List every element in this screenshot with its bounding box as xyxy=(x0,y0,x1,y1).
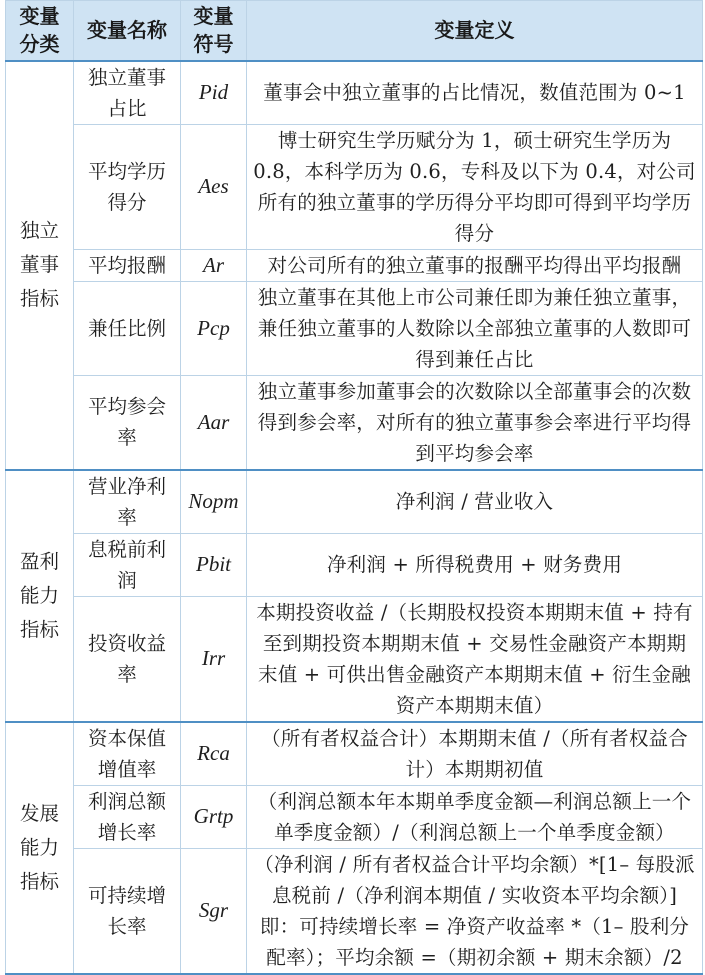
variable-definition: （利润总额本年本期单季度金额—利润总额上一个单季度金额）/（利润总额上一个单季度金额） xyxy=(247,785,703,848)
variable-definition: 本期投资收益 /（长期股权投资本期期末值 + 持有至到期投资本期期末值 + 交易性金融资产本期期末值 + 可供出售金融资产本期期末值 + 衍生金融资产本期期末值） xyxy=(247,596,703,722)
variable-name: 息税前利润 xyxy=(74,533,181,596)
table-row xyxy=(6,533,703,596)
variable-name: 营业净利率 xyxy=(74,470,181,534)
variable-name: 资本保值增值率 xyxy=(74,722,181,786)
table-row xyxy=(6,848,703,974)
variable-symbol: Nopm xyxy=(181,470,247,534)
header-symbol: 变量符号 xyxy=(181,1,247,61)
variable-symbol: Pbit xyxy=(181,533,247,596)
variable-symbol: Ar xyxy=(181,249,247,281)
table-row xyxy=(6,470,703,534)
variable-symbol: Pcp xyxy=(181,281,247,375)
variable-definition: 净利润 / 营业收入 xyxy=(247,470,703,534)
variable-definition-table xyxy=(5,0,703,975)
variable-name: 平均报酬 xyxy=(74,249,181,281)
variable-definition: （净利润 / 所有者权益合计平均余额）*[1– 每股派息税前 /（净利润本期值 / 实收资本平均余额）] 即：可持续增长率 = 净资产收益率 *（1– 股利分配率）；平均余额 =（期初余额 + 期末余额）/2 xyxy=(247,848,703,974)
variable-name: 独立董事占比 xyxy=(74,61,181,125)
variable-name: 可持续增长率 xyxy=(74,848,181,974)
table-row xyxy=(6,249,703,281)
variable-symbol: Sgr xyxy=(181,848,247,974)
table-row xyxy=(6,722,703,786)
variable-name: 投资收益率 xyxy=(74,596,181,722)
variable-symbol: Aar xyxy=(181,375,247,470)
table-header-row xyxy=(6,1,703,61)
variable-symbol: Pid xyxy=(181,61,247,125)
variable-definition: 独立董事参加董事会的次数除以全部董事会的次数得到参会率，对所有的独立董事参会率进行平均得到平均参会率 xyxy=(247,375,703,470)
variable-definition: 独立董事在其他上市公司兼任即为兼任独立董事，兼任独立董事的人数除以全部独立董事的人数即可得到兼任占比 xyxy=(247,281,703,375)
category-cell: 独立董事指标 xyxy=(6,61,74,470)
variable-name: 平均参会率 xyxy=(74,375,181,470)
table-row xyxy=(6,375,703,470)
variable-definition: 净利润 + 所得税费用 + 财务费用 xyxy=(247,533,703,596)
variable-symbol: Grtp xyxy=(181,785,247,848)
variable-definition: 博士研究生学历赋分为 1，硕士研究生学历为 0.8，本科学历为 0.6，专科及以下为 0.4，对公司所有的独立董事的学历得分平均即可得到平均学历得分 xyxy=(247,124,703,249)
category-cell: 盈利能力指标 xyxy=(6,470,74,722)
table-row xyxy=(6,596,703,722)
category-cell: 发展能力指标 xyxy=(6,722,74,974)
variable-name: 兼任比例 xyxy=(74,281,181,375)
variable-definition: （所有者权益合计）本期期末值 /（所有者权益合计）本期期初值 xyxy=(247,722,703,786)
variable-symbol: Aes xyxy=(181,124,247,249)
table-row xyxy=(6,124,703,249)
variable-definition: 董事会中独立董事的占比情况，数值范围为 0~1 xyxy=(247,61,703,125)
variable-definition: 对公司所有的独立董事的报酬平均得出平均报酬 xyxy=(247,249,703,281)
header-name: 变量名称 xyxy=(74,1,181,61)
header-category: 变量分类 xyxy=(6,1,74,61)
table-row xyxy=(6,785,703,848)
table-row xyxy=(6,61,703,125)
header-definition: 变量定义 xyxy=(247,1,703,61)
table-row xyxy=(6,281,703,375)
variable-symbol: Irr xyxy=(181,596,247,722)
variable-symbol: Rca xyxy=(181,722,247,786)
variable-name: 利润总额增长率 xyxy=(74,785,181,848)
variable-name: 平均学历得分 xyxy=(74,124,181,249)
